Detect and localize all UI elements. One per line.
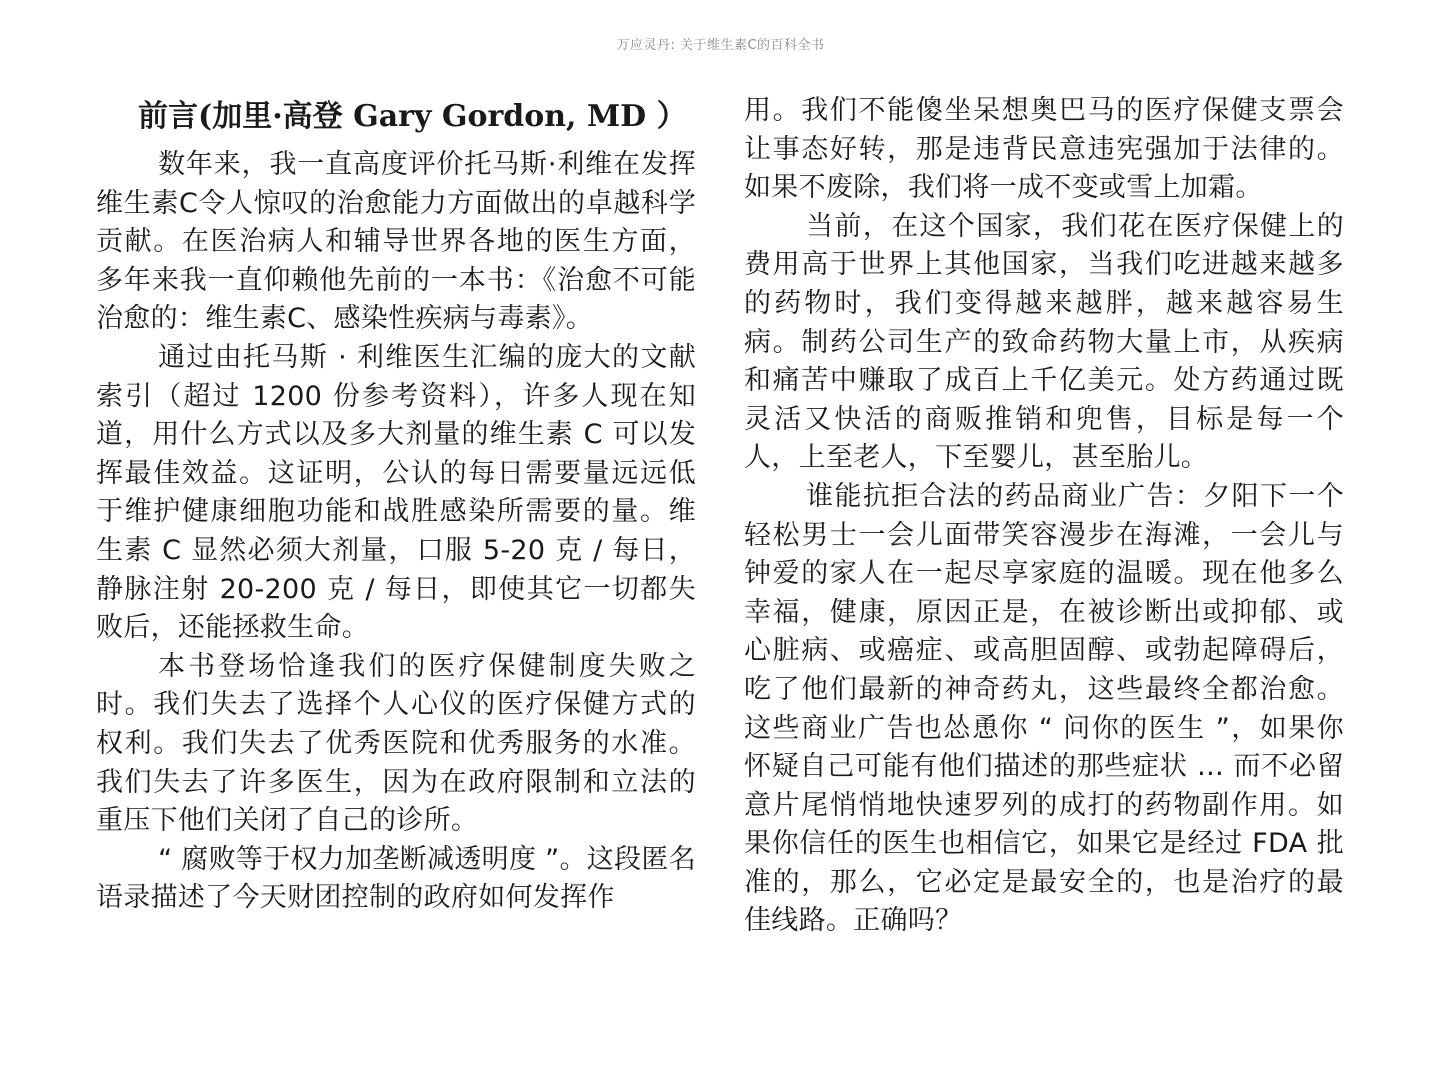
running-header: 万应灵丹: 关于维生素C的百科全书 [616,38,825,53]
paragraph: 当前，在这个国家，我们花在医疗保健上的费用高于世界上其他国家，当我们吃进越来越多的药物时，我们变得越来越胖，越来越容易生病。制药公司生产的致命药物大量上市，从疾病和痛苦中赚取了成百上千亿美元。处方药通过既灵活又快活的商贩推销和兜售，目标是每一个人，上至老人，下至婴儿，甚至胎儿。 [744,210,1344,474]
paragraph: 通过由托马斯 · 利维医生汇编的庞大的文献索引（超过 1200 份参考资料），许多人现在知道，用什么方式以及多大剂量的维生素 C 可以发挥最佳效益。这证明，公认的每日需要量远远低于维护健康细胞功能和战胜感染所需要的量。维生素 C 显然必须大剂量，口服 5-20 克 / 每日，静脉注射 20-200 克 / 每日，即使其它一切都失败后，还能拯救生命。 [96,341,696,644]
left-column [96,92,696,918]
paragraph: 数年来，我一直高度评价托马斯·利维在发挥维生素C令人惊叹的治愈能力方面做出的卓越科学贡献。在医治病人和辅导世界各地的医生方面，多年来我一直仰赖他先前的一本书：《治愈不可能治愈的：维生素C、感染性疾病与毒素》。 [96,149,696,335]
paragraph: 本书登场恰逢我们的医疗保健制度失败之时。我们失去了选择个人心仪的医疗保健方式的权利。我们失去了优秀医院和优秀服务的水准。我们失去了许多医生，因为在政府限制和立法的重压下他们关闭了自己的诊所。 [96,650,696,837]
paragraph-continuation: 用。我们不能傻坐呆想奥巴马的医疗保健支票会让事态好转，那是违背民意违宪强加于法律的。如果不废除，我们将一成不变或雪上加霜。 [744,95,1344,204]
right-column [744,92,1344,941]
paragraph: 谁能抗拒合法的药品商业广告：夕阳下一个轻松男士一会儿面带笑容漫步在海滩，一会儿与钟爱的家人在一起尽享家庭的温暖。现在他多么幸福，健康，原因正是，在被诊断出或抑郁、或心脏病、或癌症、或高胆固醇、或勃起障碍后，吃了他们最新的神奇药丸，这些最终全都治愈。这些商业广告也怂恿你 “ 问你的医生 ”，如果你怀疑自己可能有他们描述的那些症状 … 而不必留意片尾悄悄地快速罗列的成打的药物副作用。如果你信任的医生也相信它，如果它是经过 FDA 批准的，那么，它必定是最安全的，也是治疗的最佳线路。正确吗？ [744,480,1344,937]
chapter-title: 前言(加里·高登 Gary Gordon, MD ） [138,99,687,134]
paragraph: “ 腐败等于权力加垄断减透明度 ”。这段匿名语录描述了今天财团控制的政府如何发挥作 [96,843,696,914]
